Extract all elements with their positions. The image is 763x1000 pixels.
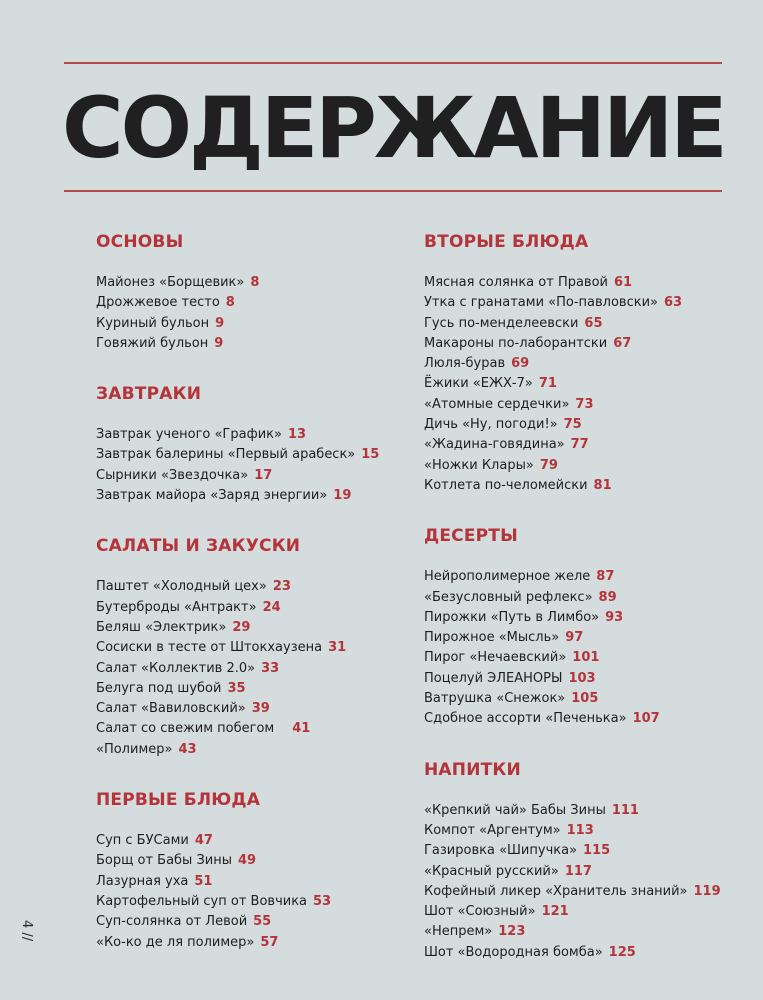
contents-entry[interactable] [96, 933, 379, 953]
contents-entry[interactable] [96, 293, 379, 313]
contents-entry[interactable] [424, 882, 721, 902]
page-title: СОДЕРЖАНИЕ [62, 79, 725, 177]
bottom-divider [64, 190, 722, 192]
contents-section [424, 526, 721, 729]
entry-page-number: 119 [693, 883, 721, 899]
entry-title: Макароны по-лаборантски [424, 335, 608, 351]
contents-entry[interactable] [424, 922, 721, 942]
entry-page-number: 97 [565, 630, 584, 646]
entry-title: Борщ от Бабы Зины [96, 853, 233, 869]
contents-entry[interactable] [424, 273, 721, 293]
entry-title: Говяжий бульон [96, 335, 209, 351]
contents-section [424, 760, 721, 963]
entry-title: Котлета по-челомейски [424, 477, 588, 493]
contents-entry[interactable] [424, 588, 721, 608]
section-heading: ДЕСЕРТЫ [424, 526, 518, 547]
entry-page-number: 71 [538, 376, 557, 392]
contents-entry[interactable] [424, 689, 721, 709]
entry-title: «Полимер» [96, 741, 173, 757]
contents-entry[interactable] [424, 293, 721, 313]
entry-page-number: 51 [194, 873, 213, 889]
entry-page-number: 113 [566, 822, 594, 838]
contents-entry[interactable] [96, 334, 379, 354]
entry-page-number: 115 [583, 843, 611, 859]
contents-entry[interactable] [424, 841, 721, 861]
entry-page-number: 19 [333, 488, 352, 504]
top-divider [64, 62, 722, 64]
entry-title: «Красный русский» [424, 863, 559, 879]
entry-page-number: 81 [593, 477, 612, 493]
contents-entry[interactable] [424, 395, 721, 415]
entry-page-number: 55 [253, 914, 272, 930]
entry-page-number: 105 [571, 691, 599, 707]
entry-title: «Непрем» [424, 924, 493, 940]
contents-entry[interactable] [424, 314, 721, 334]
entry-page-number: 65 [584, 315, 603, 331]
contents-entry[interactable] [424, 476, 721, 496]
section-heading: ЗАВТРАКИ [96, 384, 202, 405]
section-heading: НАПИТКИ [424, 759, 521, 780]
entry-title: Шот «Водородная бомба» [424, 944, 603, 960]
entry-page-number: 15 [361, 447, 380, 463]
entry-title: Мясная солянка от Правой [424, 275, 608, 290]
contents-entry[interactable] [424, 415, 721, 435]
entry-title: Утка с гранатами «По-павловски» [424, 295, 658, 311]
entry-title: Салат «Вавиловский» [96, 701, 246, 717]
entry-page-number: 9 [215, 315, 225, 331]
entry-title: Сырники «Звездочка» [96, 467, 249, 483]
contents-entry[interactable] [96, 679, 379, 699]
entry-title: Картофельный суп от Вовчика [96, 893, 308, 909]
entry-page-number: 8 [225, 295, 235, 311]
contents-entry[interactable] [96, 445, 379, 465]
entry-title: Салат «Коллектив 2.0» [96, 660, 256, 676]
entry-title: Газировка «Шипучка» [424, 843, 578, 859]
contents-entry[interactable] [424, 435, 721, 455]
entry-title: Суп с БУСами [96, 833, 189, 849]
entry-title: Дрожжевое тесто [96, 295, 220, 311]
contents-section [96, 384, 379, 506]
contents-entry[interactable] [96, 699, 379, 719]
entry-page-number: 73 [575, 396, 594, 412]
entry-page-number: 17 [254, 467, 273, 483]
contents-entry[interactable] [96, 872, 379, 892]
contents-right-column [424, 232, 721, 993]
contents-entry[interactable] [96, 466, 379, 486]
contents-entry[interactable] [424, 669, 721, 689]
entry-page-number: 9 [214, 335, 224, 351]
entry-page-number: 49 [238, 853, 257, 869]
entry-title: Пирожное «Мысль» [424, 630, 560, 646]
contents-entry[interactable] [424, 862, 721, 882]
entry-page-number: 79 [539, 457, 558, 473]
entry-title: «Жадина-говядина» [424, 437, 565, 453]
entry-title: Паштет «Холодный цех» [96, 579, 267, 595]
contents-entry[interactable] [96, 638, 379, 658]
entry-title: Нейрополимерное желе [424, 569, 591, 585]
entry-page-number: 23 [272, 579, 291, 595]
contents-entry[interactable] [96, 912, 379, 932]
entry-page-number: 63 [664, 295, 683, 311]
contents-entry[interactable] [424, 567, 721, 587]
contents-section [96, 232, 379, 354]
entry-page-number: 29 [232, 619, 251, 635]
section-heading: САЛАТЫ И ЗАКУСКИ [96, 536, 301, 557]
entry-title: Поцелуй ЭЛЕАНОРЫ [424, 670, 563, 686]
entry-page-number: 107 [632, 711, 660, 727]
entry-page-number: 24 [262, 599, 281, 615]
entry-title: Шот «Союзный» [424, 904, 536, 920]
entry-page-number: 121 [541, 904, 569, 920]
contents-entry[interactable] [424, 374, 721, 394]
contents-entry[interactable] [424, 354, 721, 374]
entry-page-number: 75 [563, 417, 582, 433]
contents-entry[interactable] [96, 425, 379, 445]
entry-title: Кофейный ликер «Хранитель знаний» [424, 883, 688, 899]
entry-page-number: 117 [564, 863, 592, 879]
contents-entry[interactable] [96, 314, 379, 334]
section-heading: ПЕРВЫЕ БЛЮДА [96, 790, 261, 811]
entry-title: Куриный бульон [96, 315, 210, 331]
contents-section [96, 790, 379, 953]
entry-page-number: 43 [178, 741, 197, 757]
entry-title: Салат со свежим побегом [96, 721, 275, 737]
entry-page-number: 123 [498, 924, 526, 940]
contents-entry[interactable] [424, 648, 721, 668]
entry-title: Белуга под шубой [96, 680, 222, 696]
entry-page-number: 13 [287, 427, 307, 443]
entry-title: Пирог «Нечаевский» [424, 650, 567, 666]
entry-page-number: 33 [261, 660, 280, 676]
entry-page-number: 67 [613, 335, 632, 351]
entry-page-number: 53 [313, 893, 332, 909]
entry-page-number: 57 [260, 934, 279, 950]
entry-page-number: 125 [608, 944, 636, 960]
entry-title: Лазурная уха [96, 873, 189, 889]
entry-page-number: 61 [614, 275, 633, 290]
entry-page-number: 89 [598, 589, 617, 605]
entry-page-number: 87 [596, 569, 615, 585]
section-heading: ВТОРЫЕ БЛЮДА [424, 232, 589, 252]
contents-entry[interactable] [424, 801, 721, 821]
entry-title: Сосиски в тесте от Штокхаузена [96, 640, 323, 656]
page-number: 4 // [19, 920, 34, 942]
contents-entry[interactable] [424, 943, 721, 963]
entry-page-number: 47 [194, 833, 213, 849]
contents-entry[interactable] [96, 659, 379, 679]
contents-entry[interactable] [424, 628, 721, 648]
entry-title: Дичь «Ну, погоди!» [424, 417, 558, 433]
contents-entry[interactable] [424, 456, 721, 476]
contents-entry[interactable] [96, 831, 379, 851]
contents-entry[interactable] [96, 486, 379, 506]
contents-entry[interactable] [96, 851, 379, 871]
entry-title: Беляш «Электрик» [96, 619, 227, 635]
entry-title: Пирожки «Путь в Лимбо» [424, 609, 600, 625]
entry-page-number: 35 [227, 680, 246, 696]
entry-title: Суп-солянка от Левой [96, 914, 248, 930]
contents-left-column [96, 232, 379, 983]
contents-entry[interactable] [96, 273, 379, 293]
section-heading: ОСНОВЫ [96, 232, 184, 252]
entry-title: «Крепкий чай» Бабы Зины [424, 802, 606, 818]
entry-title: Сдобное ассорти «Печенька» [424, 711, 627, 727]
contents-entry[interactable] [96, 618, 379, 638]
entry-page-number: 101 [572, 650, 600, 666]
entry-title: Завтрак майора «Заряд энергии» [96, 488, 328, 504]
contents-entry[interactable] [424, 902, 721, 922]
contents-entry[interactable] [424, 709, 721, 729]
entry-title: Майонез «Борщевик» [96, 275, 245, 290]
entry-title: Завтрак ученого «График» [96, 427, 282, 443]
entry-title: Люля-бурав [424, 356, 506, 372]
entry-page-number: 111 [611, 802, 639, 818]
contents-entry[interactable] [424, 821, 721, 841]
contents-section [96, 536, 379, 760]
entry-page-number: 31 [328, 640, 347, 656]
contents-entry[interactable] [424, 334, 721, 354]
entry-page-number: 93 [605, 609, 624, 625]
entry-title: Ёжики «ЕЖХ-7» [424, 376, 533, 392]
entry-page-number: 69 [511, 356, 530, 372]
entry-title: Ватрушка «Снежок» [424, 691, 566, 707]
entry-title: Гусь по-менделеевски [424, 315, 579, 331]
entry-page-number: 103 [568, 670, 596, 686]
entry-title: Бутерброды «Антракт» [96, 599, 257, 615]
contents-entry[interactable] [96, 740, 379, 760]
entry-title: Завтрак балерины «Первый арабеск» [96, 447, 356, 463]
contents-entry[interactable] [424, 608, 721, 628]
contents-entry[interactable] [96, 598, 379, 618]
entry-page-number: 8 [250, 275, 260, 290]
entry-title: «Ко-ко де ля полимер» [96, 934, 255, 950]
entry-page-number: 77 [570, 437, 589, 453]
entry-title: «Ножки Клары» [424, 457, 534, 473]
entry-title: Компот «Аргентум» [424, 822, 561, 838]
entry-page-number: 39 [251, 701, 270, 717]
contents-entry[interactable] [96, 577, 379, 597]
entry-page-number: 41 [292, 721, 311, 737]
contents-section [424, 232, 721, 496]
contents-entry[interactable] [96, 892, 379, 912]
entry-title: «Безусловный рефлекс» [424, 589, 593, 605]
entry-title: «Атомные сердечки» [424, 396, 570, 412]
contents-entry[interactable] [96, 719, 379, 739]
